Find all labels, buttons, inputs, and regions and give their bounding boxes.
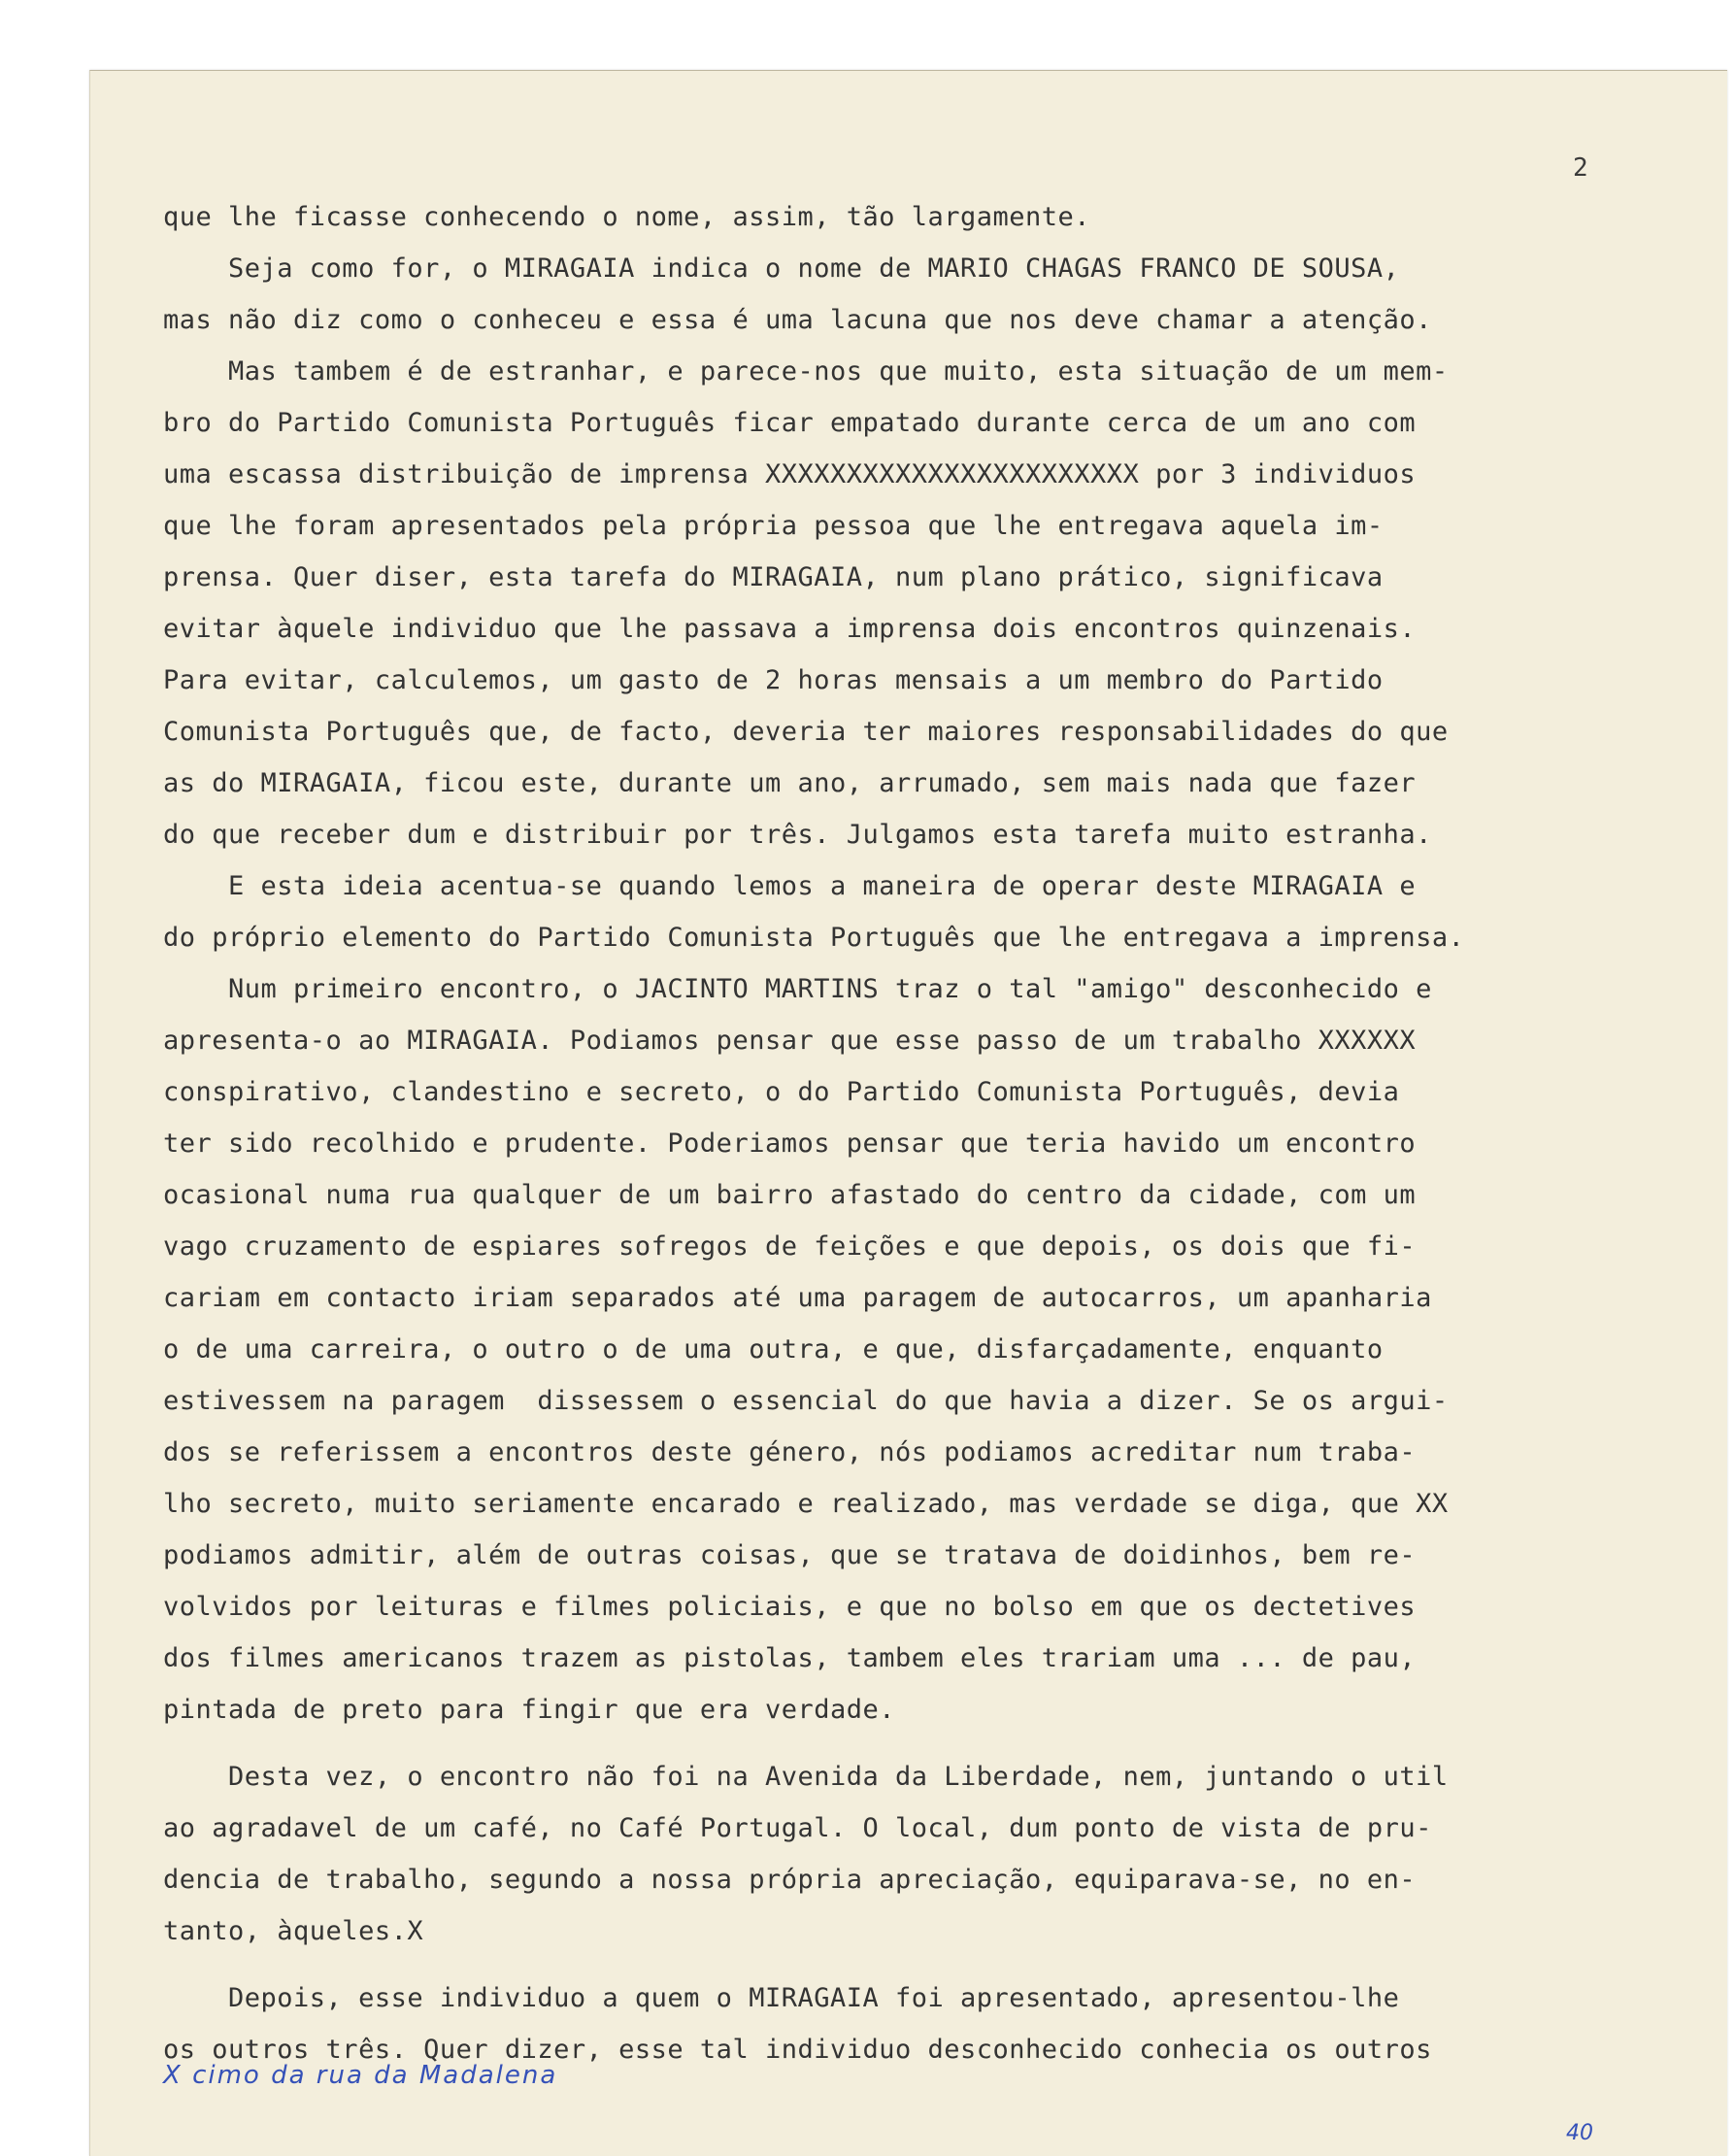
text-line: conspirativo, clandestino e secreto, o do Partido Comunista Português, devia: [163, 1077, 1400, 1107]
text-line: o de uma carreira, o outro o de uma outra, e que, disfarçadamente, enquanto: [163, 1334, 1384, 1364]
text-line: bro do Partido Comunista Português ficar empatado durante cerca de um ano com: [163, 408, 1417, 438]
text-line: Seja como for, o MIRAGAIA indica o nome de MARIO CHAGAS FRANCO DE SOUSA,: [163, 253, 1400, 284]
text-line: dos filmes americanos trazem as pistolas, tambem eles trariam uma ... de pau,: [163, 1643, 1417, 1673]
text-line: podiamos admitir, além de outras coisas, que se tratava de doidinhos, bem re-: [163, 1540, 1417, 1570]
text-line: E esta ideia acentua-se quando lemos a maneira de operar deste MIRAGAIA e: [163, 871, 1417, 901]
page-number: 2: [1573, 153, 1588, 183]
text-line: os outros três. Quer dizer, esse tal individuo desconhecido conhecia os outros: [163, 2035, 1432, 2065]
text-line: apresenta-o ao MIRAGAIA. Podiamos pensar que esse passo de um trabalho XXXXXX: [163, 1026, 1417, 1056]
text-line: Mas tambem é de estranhar, e parece-nos que muito, esta situação de um mem-: [163, 356, 1449, 387]
text-line: cariam em contacto iriam separados até uma paragem de autocarros, um apanharia: [163, 1283, 1432, 1313]
text-line: Para evitar, calculemos, um gasto de 2 horas mensais a um membro do Partido: [163, 665, 1384, 695]
text-line: Desta vez, o encontro não foi na Avenida da Liberdade, nem, juntando o util: [163, 1762, 1449, 1792]
text-line: do que receber dum e distribuir por três. Julgamos esta tarefa muito estranha.: [163, 820, 1432, 850]
text-line: tanto, àqueles.X: [163, 1916, 424, 1946]
text-line: evitar àquele individuo que lhe passava a imprensa dois encontros quinzenais.: [163, 614, 1417, 644]
handwritten-page-number: 40: [1566, 2121, 1593, 2145]
paragraph-gap: [163, 1957, 1658, 1972]
text-line: do próprio elemento do Partido Comunista Português que lhe entregava a imprensa.: [163, 923, 1465, 953]
text-line: ocasional numa rua qualquer de um bairro afastado do centro da cidade, com um: [163, 1180, 1417, 1210]
text-line: dos se referissem a encontros deste género, nós podiamos acreditar num traba-: [163, 1437, 1417, 1467]
text-line: as do MIRAGAIA, ficou este, durante um ano, arrumado, sem mais nada que fazer: [163, 768, 1417, 798]
text-line: Depois, esse individuo a quem o MIRAGAIA foi apresentado, apresentou-lhe: [163, 1983, 1400, 2013]
text-line: que lhe ficasse conhecendo o nome, assim, tão largamente.: [163, 202, 1091, 232]
text-line: mas não diz como o conheceu e essa é uma lacuna que nos deve chamar a atenção.: [163, 305, 1432, 335]
text-line: dencia de trabalho, segundo a nossa própria apreciação, equiparava-se, no en-: [163, 1865, 1417, 1895]
text-line: volvidos por leituras e filmes policiais, e que no bolso em que os dectetives: [163, 1592, 1417, 1622]
text-line: ao agradavel de um café, no Café Portugal. O local, dum ponto de vista de pru-: [163, 1813, 1432, 1843]
text-line: prensa. Quer diser, esta tarefa do MIRAGAIA, num plano prático, significava: [163, 562, 1384, 592]
handwritten-note: X cimo da rua da Madalena: [163, 2061, 558, 2090]
text-line: Num primeiro encontro, o JACINTO MARTINS traz o tal "amigo" desconhecido e: [163, 974, 1432, 1004]
text-line: ter sido recolhido e prudente. Poderiamos pensar que teria havido um encontro: [163, 1129, 1417, 1159]
paragraph-gap: [163, 1735, 1658, 1751]
typescript-body: [163, 191, 1658, 2075]
text-line: que lhe foram apresentados pela própria pessoa que lhe entregava aquela im-: [163, 511, 1384, 541]
text-line: estivessem na paragem dissessem o essencial do que havia a dizer. Se os argui-: [163, 1386, 1449, 1416]
text-line: vago cruzamento de espiares sofregos de feições e que depois, os dois que fi-: [163, 1231, 1417, 1262]
text-line: lho secreto, muito seriamente encarado e realizado, mas verdade se diga, que XX: [163, 1489, 1449, 1519]
text-line: pintada de preto para fingir que era verdade.: [163, 1695, 895, 1725]
text-line: uma escassa distribuição de imprensa XXXXXXXXXXXXXXXXXXXXXXX por 3 individuos: [163, 459, 1417, 489]
text-line: Comunista Português que, de facto, deveria ter maiores responsabilidades do que: [163, 717, 1449, 747]
